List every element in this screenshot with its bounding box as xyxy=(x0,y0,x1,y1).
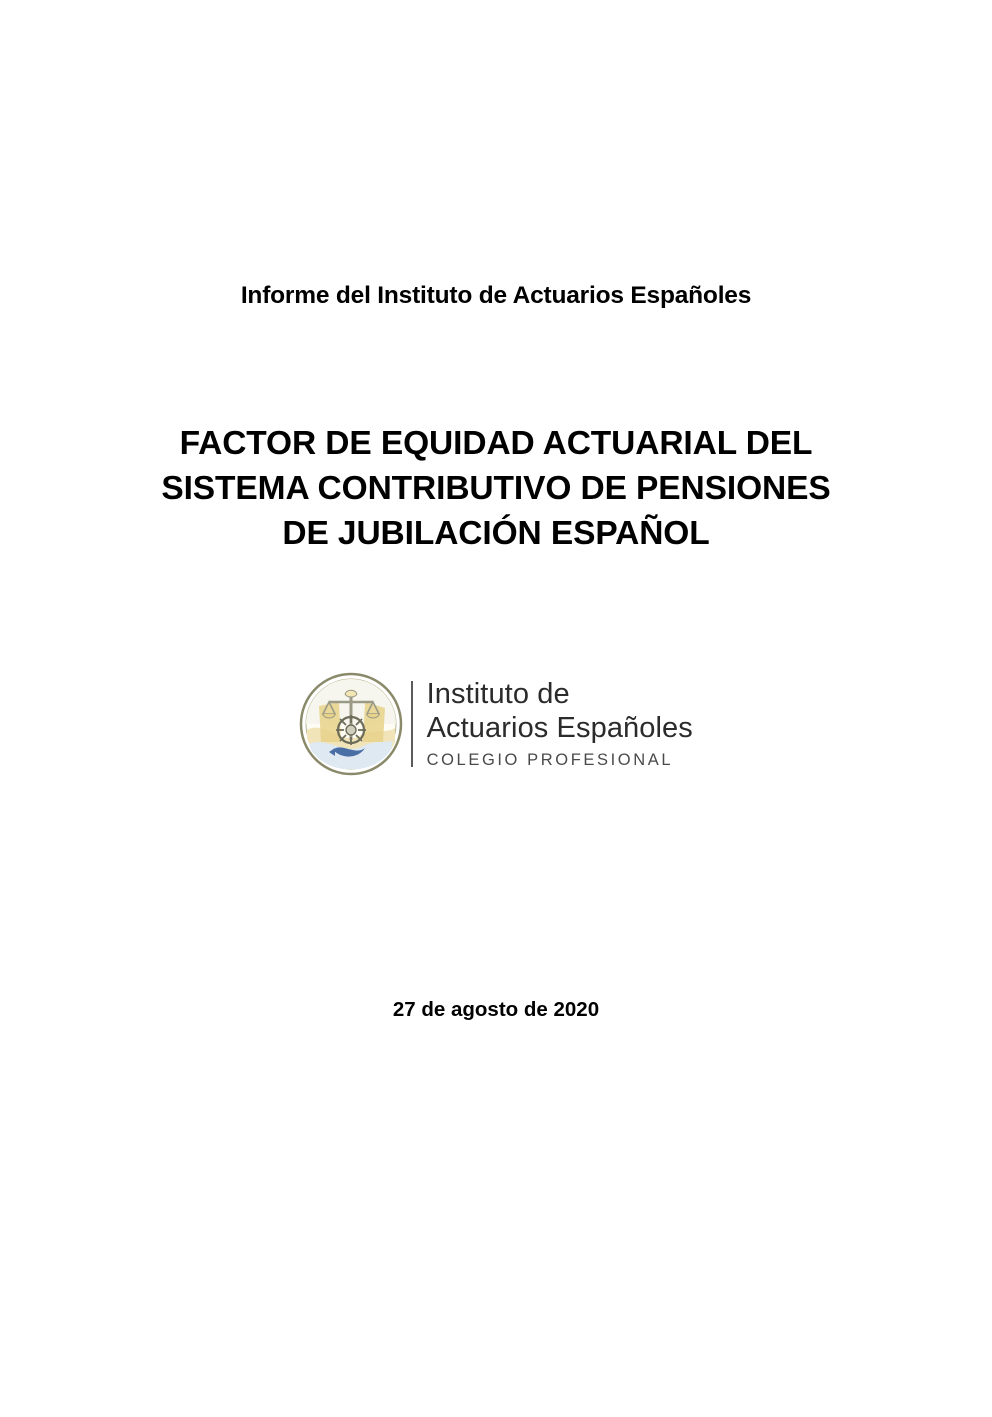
page-title xyxy=(96,422,896,557)
page-title-line-2: SISTEMA CONTRIBUTIVO DE PENSIONES xyxy=(161,469,831,507)
logo-divider xyxy=(411,681,413,767)
logo-line-instituto: Instituto de xyxy=(426,678,570,711)
logo-wordmark xyxy=(427,678,693,769)
organization-logo xyxy=(0,672,992,776)
page-title-line-1: FACTOR DE EQUIDAD ACTUARIAL DEL xyxy=(179,425,813,462)
page-title-line-3: DE JUBILACIÓN ESPAÑOL xyxy=(282,514,710,552)
logo-line-colegio: COLEGIO PROFESIONAL xyxy=(426,750,674,769)
document-date: 27 de agosto de 2020 xyxy=(392,998,600,1021)
report-label: Informe del Instituto de Actuarios Españoles xyxy=(240,282,752,309)
logo-line-actuarios: Actuarios Españoles xyxy=(426,712,693,744)
instituto-actuarios-espanoles-emblem-icon xyxy=(299,672,403,776)
